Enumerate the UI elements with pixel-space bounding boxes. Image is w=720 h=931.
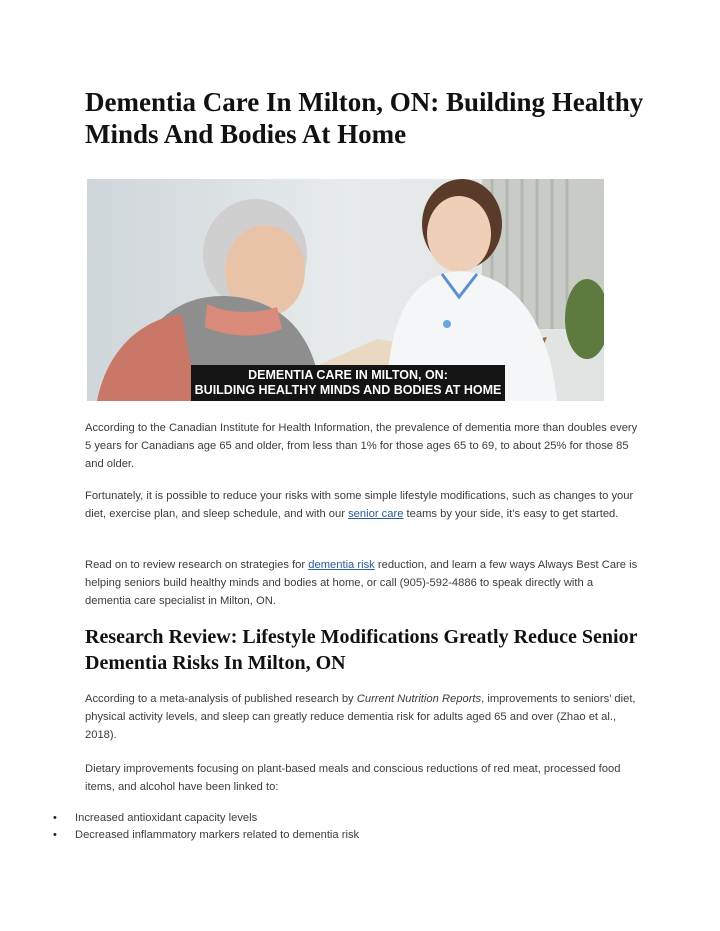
- lifestyle-paragraph: [85, 487, 640, 523]
- hero-caption: [191, 365, 505, 401]
- research-text-before: According to a meta-analysis of published research by: [85, 693, 357, 705]
- hero-caption-line2: BUILDING HEALTHY MINDS AND BODIES AT HOME: [194, 383, 502, 397]
- dementia-risk-link[interactable]: dementia risk: [308, 559, 375, 571]
- journal-name: Current Nutrition Reports: [356, 693, 482, 705]
- read-on-text-after: reduction, and learn a few ways Always Best Care is helping seniors build healthy minds and bodies at home, or call (905)-592-4886 to speak directly with a dementia care specialist in Milton, ON.: [85, 559, 638, 607]
- read-on-text-before: Read on to review research on strategies for: [85, 559, 309, 571]
- read-on-paragraph: [85, 556, 640, 610]
- lifestyle-text-after: teams by your side, it’s easy to get started.: [403, 508, 619, 520]
- hero-image: [87, 179, 604, 401]
- lifestyle-text-before: Fortunately, it is possible to reduce your risks with some simple lifestyle modifications, such as changes to your diet, exercise plan, and sleep schedule, and with our: [85, 490, 634, 520]
- list-item: • Decreased inflammatory markers related to dementia risk: [53, 827, 359, 844]
- hero-caption-line1: DEMENTIA CARE IN MILTON, ON:: [248, 368, 448, 382]
- dietary-paragraph: Dietary improvements focusing on plant-based meals and conscious reductions of red meat, processed food items, and alcohol have been linked to:: [85, 763, 621, 793]
- page-title: Dementia Care In Milton, ON: Building Healthy Minds And Bodies At Home: [85, 87, 644, 149]
- list-item: • Increased antioxidant capacity levels: [53, 810, 359, 827]
- benefits-list: [53, 810, 359, 844]
- section-heading: Research Review: Lifestyle Modifications Greatly Reduce Senior Dementia Risks In Milton, ON: [85, 626, 638, 674]
- research-paragraph: [85, 690, 640, 744]
- research-text-after: , improvements to seniors’ diet, physical activity levels, and sleep can greatly reduce dementia risk for adults aged 65 and over (Zhao et al., 2018).: [85, 693, 636, 741]
- senior-care-link[interactable]: senior care: [348, 508, 404, 520]
- intro-paragraph: According to the Canadian Institute for Health Information, the prevalence of dementia more than doubles every 5 years for Canadians age 65 and older, from less than 1% for those ages 65 to 69, to about 25% for those 85 and older.: [85, 422, 638, 470]
